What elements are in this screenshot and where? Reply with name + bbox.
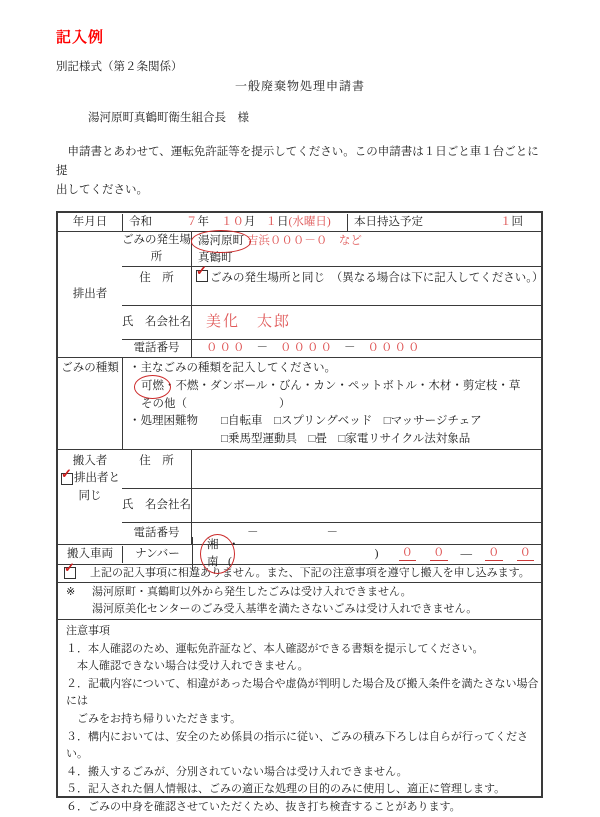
month-value: １０ — [221, 215, 244, 228]
address-label: 住 所 — [139, 272, 174, 284]
carrier-name-row — [122, 488, 541, 522]
carrier-address-row — [122, 450, 541, 488]
carrier-label-cell — [58, 450, 122, 544]
addressee-line: 湯河原町真鶴町衛生組合長 様 — [88, 112, 249, 124]
name-label-line2: 会社名 — [156, 316, 191, 328]
carrier-label-line1: 搬入者 — [72, 454, 108, 467]
carrier-name-label — [122, 489, 191, 522]
intro-paragraph — [56, 143, 546, 200]
notes-block — [58, 619, 541, 813]
discharger-label: 排出者 — [72, 288, 108, 300]
declaration-row — [58, 560, 541, 582]
carrier-label-line2: 排出者と — [74, 472, 120, 485]
waste-type-instruction: ・主なごみの種類を記入してください。 — [129, 362, 336, 374]
plan-cell — [347, 214, 541, 231]
carrier-address-label: 住 所 — [139, 454, 174, 467]
carrier-name-label-line1: 氏 名 — [122, 498, 157, 511]
phone-group-2: ００００ — [280, 342, 334, 354]
plate-digit-2: ０ — [430, 547, 448, 561]
origin-example-value: 吉浜０００－０ など — [246, 235, 362, 247]
restriction-mark: ※ — [66, 585, 76, 598]
application-table — [56, 211, 544, 813]
note-line: ５．記入された個人情報は、ごみの適正な処理の目的のみに使用し、適正に管理します。 — [66, 783, 506, 796]
vehicle-label: 搬入車両 — [67, 547, 113, 560]
note-line: ３．構内においては、安全のため係員の指示に従い、ごみの積み下ろしは自らが行ってください。 — [66, 730, 528, 761]
page-title: 一般廃棄物処理申請書 — [234, 79, 365, 93]
intro-line-2: 出してください。 — [56, 184, 148, 196]
plan-count: １ — [500, 215, 512, 228]
intro-line-1: 申請書とあわせて、運転免許証等を提示してください。この申請書は１日ごと車１台ごとに提 — [56, 146, 539, 177]
phone-separator-1: － — [247, 526, 259, 539]
discharger-name-row — [122, 305, 541, 339]
note-line: ごみをお持ち帰りいただきます。 — [66, 712, 242, 725]
waste-type-label: ごみの種類 — [61, 362, 119, 374]
origin-label — [122, 232, 191, 266]
plate-digit-3: ０ — [485, 547, 503, 561]
example-label: 記入例 — [56, 30, 105, 46]
phone-value — [191, 340, 541, 357]
carrier-name-label-line2: 会社名 — [156, 498, 191, 511]
origin-row — [122, 232, 541, 266]
date-row — [58, 213, 541, 231]
notes-title: 注意事項 — [66, 624, 110, 637]
difficult-waste-label: ・処理困難物 — [129, 415, 198, 428]
weekday-value: (水曜日) — [288, 215, 331, 228]
restriction-row — [58, 582, 541, 619]
same-as-discharger-checkbox — [61, 466, 73, 485]
origin-value-cell — [191, 232, 541, 266]
plate-open-paren: ・( — [228, 539, 240, 569]
address-value-cell — [191, 263, 544, 305]
plan-unit: 回 — [511, 215, 523, 228]
phone-separator-1: － — [256, 342, 270, 354]
day-unit: 日 — [277, 215, 289, 228]
restriction-line-1: 湯河原町・真鶴町以外から発生したごみは受け入れできません。 — [92, 585, 412, 598]
carrier-name-value — [191, 489, 541, 522]
waste-type-content — [122, 358, 541, 449]
plate-area-value: 湘南 — [207, 539, 219, 569]
era-label: 令和 — [129, 215, 152, 228]
same-as-origin-checkbox — [196, 263, 208, 282]
same-as-origin-label: ごみの発生場所と同じ （異なる場合は下に記入してください。） — [210, 272, 544, 284]
name-label-line1: 氏 名 — [122, 316, 157, 328]
origin-town-1: 湯河原町 — [198, 235, 244, 247]
red-circle-annotation — [141, 378, 164, 396]
vehicle-number-label: ナンバー — [122, 546, 192, 563]
declaration-checkbox — [64, 560, 76, 579]
date-value-cell — [122, 214, 347, 231]
declaration-text: 上記の記入事項に相違ありません。また、下記の注意事項を遵守し搬入を申し込みます。 — [90, 566, 530, 579]
carrier-address-value — [191, 450, 541, 488]
note-line: ６．ごみの中身を確認させていただくため、抜き打ち検査することがあります。 — [66, 800, 461, 813]
note-line: １．本人確認のため、運転免許証など、本人確認ができる書類を提示してください。 — [66, 642, 484, 655]
form-style-note: 別記様式（第２条関係） — [56, 61, 183, 73]
waste-main-options: ・不燃・ダンボール・びん・カン・ペットボトル・木材・剪定枝・草 — [164, 379, 521, 392]
carrier-label-line3: 同じ — [78, 489, 102, 502]
origin-label-line2: 発生場所 — [150, 234, 191, 263]
phone-label: 電話番号 — [133, 342, 180, 354]
carrier-phone-label: 電話番号 — [133, 526, 180, 539]
phone-separator-2: － — [344, 342, 358, 354]
origin-label-line1: ごみの — [122, 234, 157, 246]
discharger-address-row — [122, 263, 544, 305]
waste-type-block — [58, 357, 541, 449]
vehicle-row — [58, 539, 541, 569]
difficult-waste-options-2: □乗馬型運動具 □畳 □家電リサイクル法対象品 — [221, 433, 471, 446]
day-value: １ — [265, 215, 277, 228]
notes-list — [66, 641, 541, 817]
plate-dash: ― — [460, 547, 472, 560]
waste-other-line: その他（ ） — [141, 397, 291, 410]
year-value: ７ — [186, 215, 198, 228]
plate-digit-1: ０ — [399, 547, 417, 561]
plate-close-paren: ) — [374, 547, 379, 560]
carrier-block — [58, 449, 541, 544]
discharger-phone-row — [122, 339, 541, 357]
check-icon: ✓ — [64, 560, 75, 576]
note-line: ２．記載内容について、相違があった場合や虚偽が判明した場合及び搬入条件を満たさない場合には — [66, 677, 539, 708]
plan-label: 本日持込予定 — [354, 215, 423, 228]
origin-town-2: 真鶴町 — [198, 251, 233, 264]
year-unit: 年 — [197, 215, 209, 228]
check-icon: ✓ — [196, 263, 207, 278]
phone-separator-2: － — [326, 526, 338, 539]
red-circle-annotation — [207, 537, 228, 571]
note-line: 本人確認できない場合は受け入れできません。 — [66, 660, 309, 673]
phone-group-3: ００００ — [367, 342, 422, 354]
waste-main-selected: 可燃 — [141, 379, 164, 392]
month-unit: 月 — [244, 215, 256, 228]
check-icon: ✓ — [61, 466, 72, 482]
name-value: 美化 太郎 — [191, 306, 541, 339]
red-circle-annotation — [198, 233, 244, 250]
difficult-waste-options-1: □自転車 □スプリングベッド □マッサージチェア — [221, 415, 482, 428]
date-label: 年月日 — [72, 215, 108, 228]
name-label — [122, 306, 191, 339]
phone-group-1: ０００ — [206, 342, 247, 354]
restriction-line-2: 湯河原美化センターのごみ受入基準を満たさないごみは受け入れできません。 — [92, 603, 478, 616]
discharger-block — [58, 231, 544, 357]
plate-digit-4: ０ — [517, 547, 535, 561]
plan-count-group — [500, 214, 523, 231]
note-line: ４．搬入するごみが、分別されていない場合は受け入れできません。 — [66, 765, 408, 778]
